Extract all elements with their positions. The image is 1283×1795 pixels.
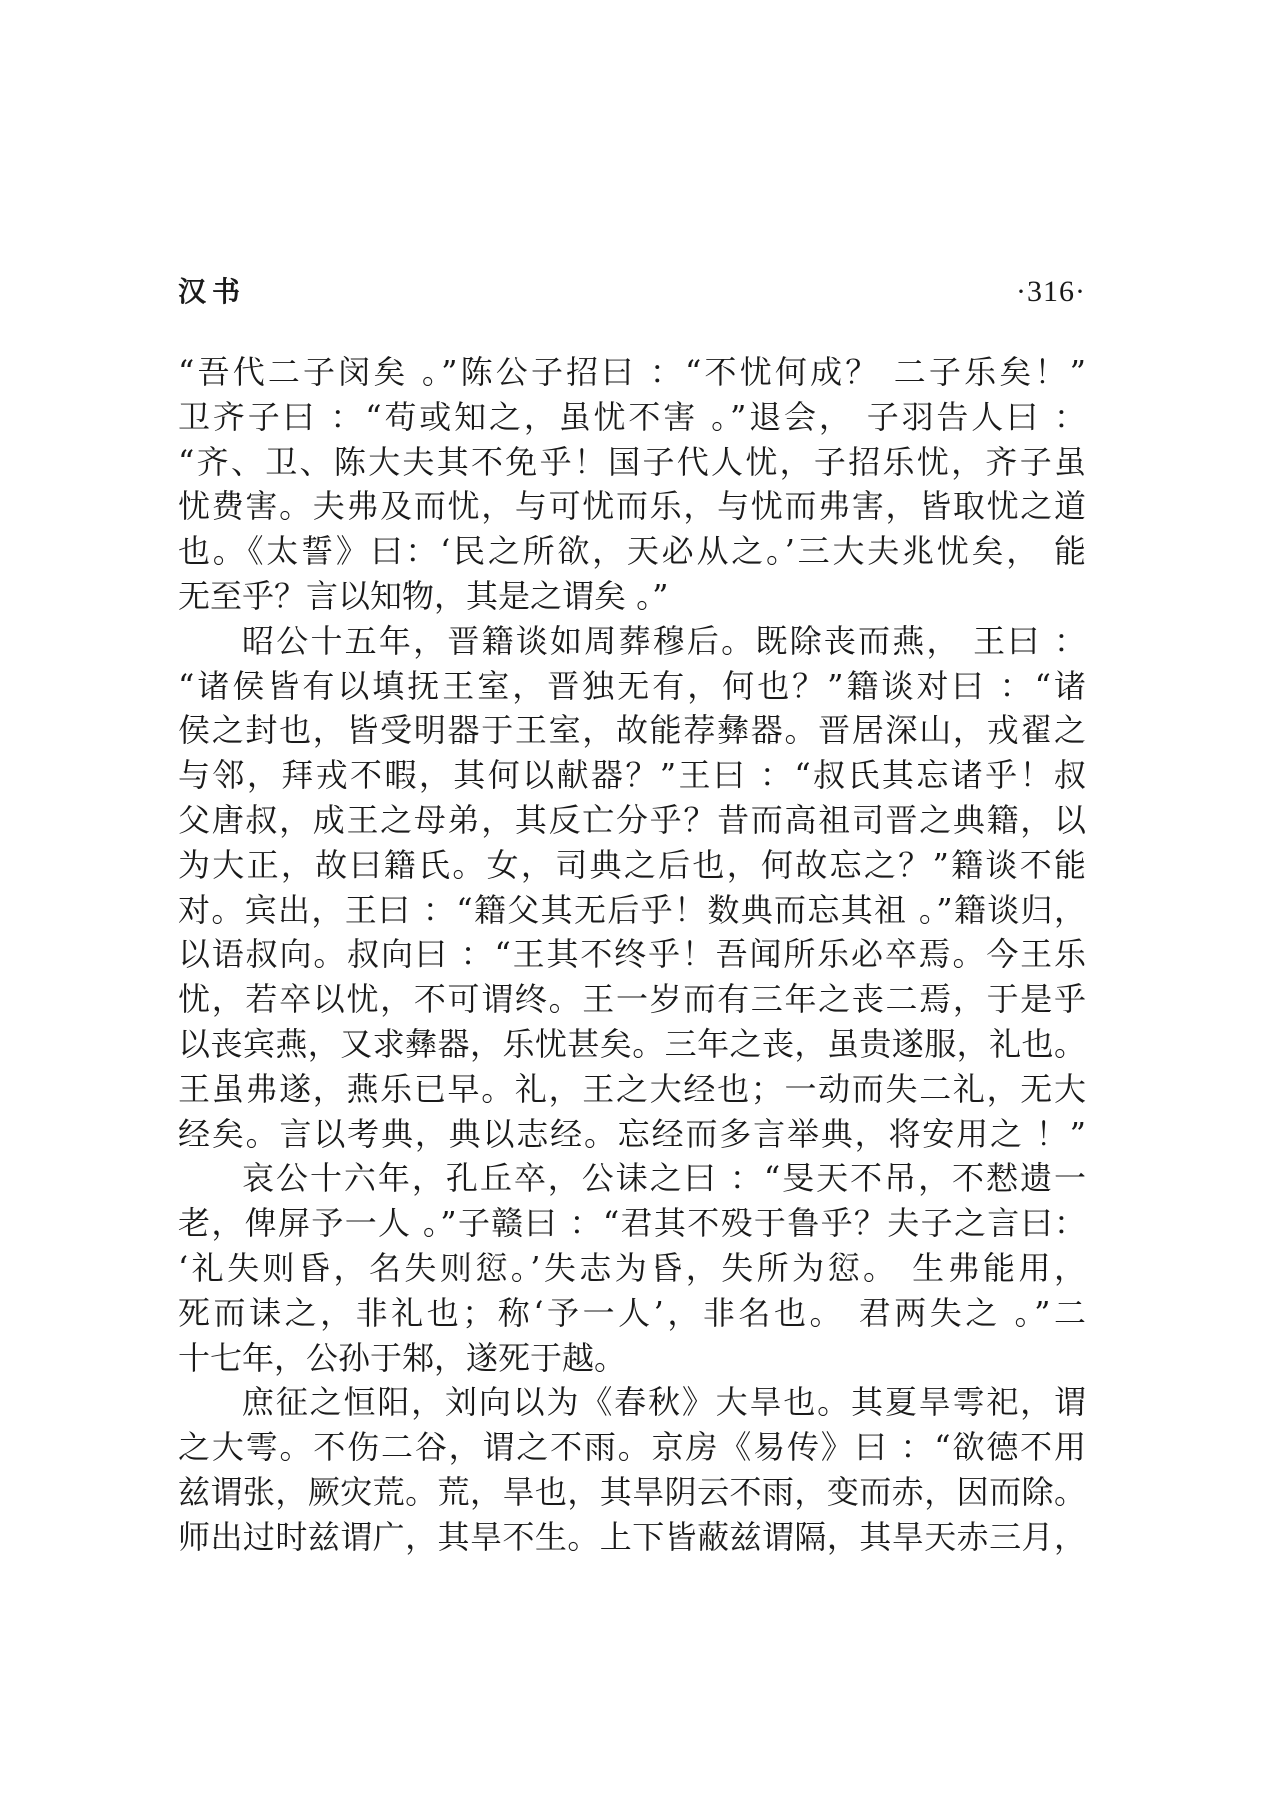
text-line: “吾代二子闵矣 。”陈公子招曰 ：“不忧何成？ 二子乐矣！” [178,353,1086,391]
paragraph-first-line: 哀公十六年，孔丘卒，公诔之曰 ：“旻天不吊，不慭遗一 [242,1159,1086,1198]
text-line: 王虽弗遂，燕乐已早。礼，王之大经也；一动而失二礼，无大 [178,1069,1086,1108]
text-line: 为大正，故曰籍氏。女，司典之后也，何故忘之？”籍谈不能 [178,845,1086,884]
text-line: “齐、卫、陈大夫其不免乎！国子代人忧，子招乐忧，齐子虽 [178,442,1086,481]
text-line: 忧费害。夫弗及而忧，与可忧而乐，与忧而弗害，皆取忧之道 [178,487,1086,526]
text-line: 以语叔向。叔向曰 ：“王其不终乎！吾闻所乐必卒焉。今王乐 [178,935,1086,974]
text-line: 侯之封也，皆受明器于王室，故能荐彝器。晋居深山，戎翟之 [178,711,1086,750]
paragraph-first-line: 庶征之恒阳，刘向以为《春秋》大旱也。其夏旱雩祀，谓 [242,1383,1086,1422]
text-line: 父唐叔，成王之母弟，其反亡分乎？昔而高祖司晋之典籍，以 [178,800,1086,839]
text-line: 兹谓张，厥灾荒。荒，旱也，其旱阴云不雨，变而赤，因而除。 [178,1472,1086,1511]
text-line: 也。《太誓》曰：‘民之所欲，天必从之。’三大夫兆忧矣， 能 [178,532,1086,571]
text-line: 老，俾屏予一人 。”子赣曰 ：“君其不殁于鲁乎？夫子之言曰： [178,1204,1086,1243]
text-line: “诸侯皆有以填抚王室，晋独无有，何也？”籍谈对曰 ：“诸 [178,666,1086,705]
text-line: 以丧宾燕，又求彝器，乐忧甚矣。三年之丧，虽贵遂服，礼也。 [178,1024,1086,1063]
text-line: 与邻，拜戎不暇，其何以献器？”王曰 ：“叔氏其忘诸乎！叔 [178,756,1086,795]
text-line: 师出过时兹谓广，其旱不生。上下皆蔽兹谓隔，其旱天赤三月， [178,1517,1086,1556]
text-body [178,350,1086,1560]
text-line: 忧，若卒以忧，不可谓终。王一岁而有三年之丧二焉，于是乎 [178,980,1086,1019]
text-line: 十七年，公孙于邾，遂死于越。 [178,1338,627,1377]
text-line: 无至乎？言以知物，其是之谓矣 。” [178,576,669,615]
text-line: 卫齐子曰 ：“苟或知之，虽忧不害 。”退会， 子羽告人曰 ： [178,397,1086,436]
page-number: ·316· [1016,275,1086,308]
text-line: ‘礼失则昏，名失则愆。’失志为昏，失所为愆。 生弗能用， [178,1248,1086,1287]
text-line: 对。宾出，王曰 ：“籍父其无后乎！数典而忘其祖 。”籍谈归， [178,890,1086,929]
text-line: 经矣。言以考典，典以志经。忘经而多言举典，将安用之 ！” [178,1114,1086,1153]
text-line: 之大雩。不伤二谷，谓之不雨。京房《易传》曰 ：“欲德不用 [178,1428,1086,1467]
text-line: 死而诔之，非礼也；称‘予一人’，非名也。 君两失之 。”二 [178,1293,1086,1332]
book-title: 汉书 [178,275,247,308]
paragraph-first-line: 昭公十五年，晋籍谈如周葬穆后。既除丧而燕， 王曰 ： [242,621,1086,660]
page-header [178,272,1086,316]
